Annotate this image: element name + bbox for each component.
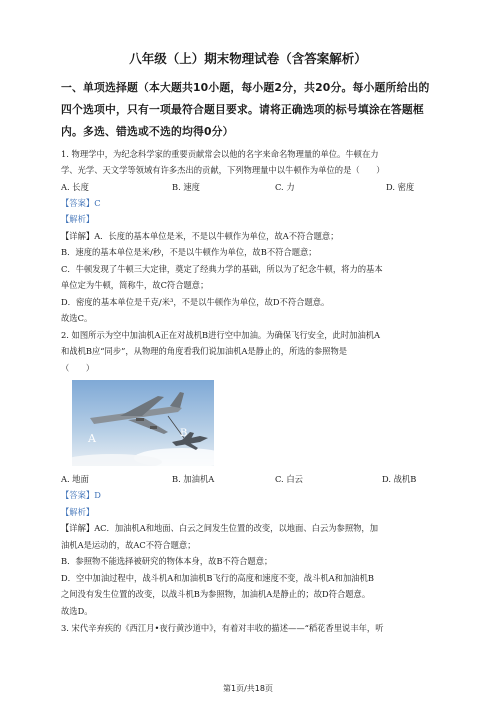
q1-option-d: D. 密度	[386, 182, 415, 192]
q1-detail-line-1: 【详解】A．长度的基本单位是米，不是以牛顿作为单位，故A不符合题意；	[61, 231, 339, 241]
q2-detail-line-3: B．参照物不能选择被研究的物体本身，故B不符合题意；	[61, 556, 273, 566]
page-number-footer: 第1页/共18页	[223, 684, 273, 693]
q2-detail-line-5: 之间没有发生位置的改变，以战斗机B为参照物，加油机A是静止的；故D符合题意。	[61, 589, 371, 599]
section-header-line-3: 内。多选、错选或不选的均得0分）	[61, 125, 234, 138]
q1-stem-line-1: 1. 物理学中，为纪念科学家的重要贡献常会以他的名字来命名物理量的单位。牛顿在力	[61, 149, 379, 159]
q1-answer: 【答案】C	[61, 198, 101, 208]
q1-detail-line-2: B．速度的基本单位是米/秒，不是以牛顿作为单位，故B不符合题意；	[61, 247, 317, 257]
q2-analysis-label: 【解析】	[61, 507, 95, 517]
q2-detail-line-1: 【详解】AC．加油机A和地面、白云之间发生位置的改变，以地面、白云为参照物，加	[61, 523, 379, 533]
figure-label-b: B	[180, 428, 188, 439]
q1-option-c: C. 力	[275, 182, 295, 192]
page-title: 八年级（上）期末物理试卷（含答案解析）	[129, 51, 367, 66]
q2-detail-line-2: 油机A是运动的，故AC不符合题意；	[61, 540, 196, 550]
aircraft-illustration	[72, 380, 214, 466]
q2-stem-line-3: （ ）	[61, 363, 95, 373]
q2-detail-line-6: 故选D。	[61, 606, 93, 616]
q1-option-a: A. 长度	[61, 182, 89, 192]
q2-answer: 【答案】D	[61, 490, 101, 500]
q3-stem-line-1: 3. 宋代辛弃疾的《西江月•夜行黄沙道中》，有着对丰收的描述——“稻花香里说丰年，听	[61, 623, 384, 633]
q1-detail-line-5: D．密度的基本单位是千克/米³，不是以牛顿作为单位，故D不符合题意。	[61, 297, 330, 307]
q2-option-a: A. 地面	[61, 474, 89, 484]
q2-detail-line-4: D．空中加油过程中，战斗机A和加油机B飞行的高度和速度不变，战斗机A和加油机B	[61, 573, 374, 583]
q2-option-b: B. 加油机A	[172, 474, 215, 484]
q2-stem-line-1: 2. 如图所示为空中加油机A正在对战机B进行空中加油。为确保飞行安全，此时加油机A	[61, 330, 381, 340]
q2-option-c: C. 白云	[275, 474, 303, 484]
section-header-line-2: 四个选项中，只有一项最符合题目要求。请将正确选项的标号填涂在答题框	[61, 103, 424, 116]
aerial-refueling-figure	[72, 380, 214, 466]
q1-detail-line-6: 故选C。	[61, 313, 93, 323]
section-header-line-1: 一、单项选择题（本大题共10小题，每小题2分，共20分。每小题所给出的	[61, 81, 430, 94]
q2-stem-line-2: 和战机B应“同步”，从物理的角度看我们说加油机A是静止的，所选的参照物是	[61, 346, 348, 356]
figure-label-a: A	[88, 432, 96, 445]
q1-stem-line-2: 学、光学、天文学等领域有许多杰出的贡献，下列物理量中以牛顿作为单位的是（ ）	[61, 165, 385, 175]
q1-detail-line-3: C．牛顿发现了牛顿三大定律，奠定了经典力学的基础，所以为了纪念牛顿，将力的基本	[61, 264, 383, 274]
q2-option-d: D. 战机B	[382, 474, 417, 484]
q1-detail-line-4: 单位定为牛顿，简称牛，故C符合题意；	[61, 280, 209, 290]
q1-option-b: B. 速度	[172, 182, 200, 192]
q1-analysis-label: 【解析】	[61, 214, 95, 224]
